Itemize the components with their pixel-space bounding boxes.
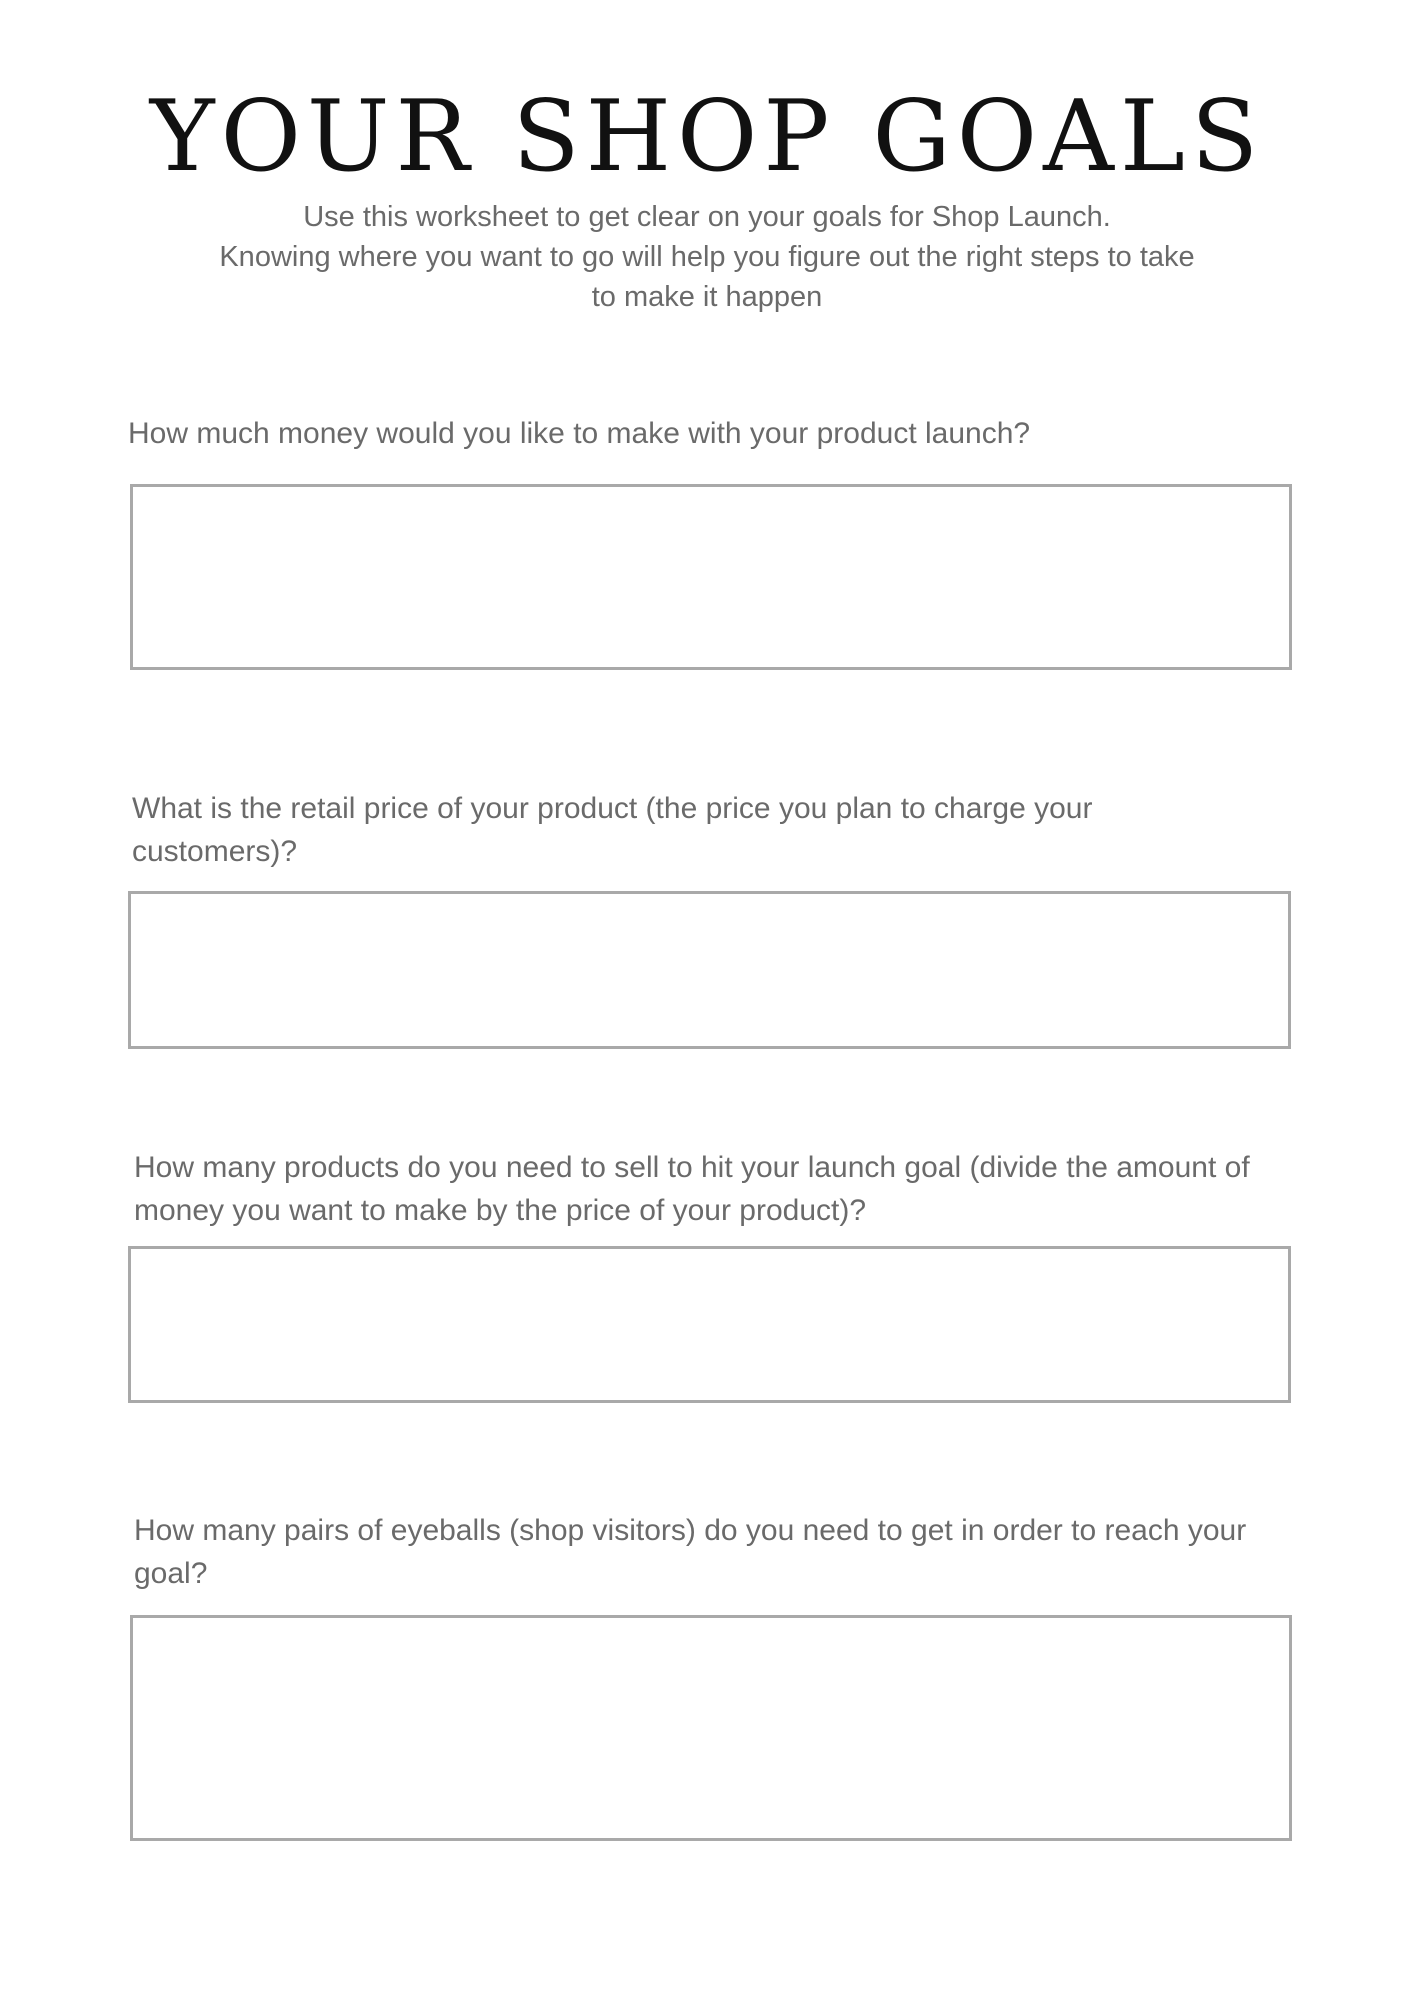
intro-line: Knowing where you want to go will help you figure out the right steps to take <box>219 241 1195 273</box>
intro-line: to make it happen <box>591 281 823 313</box>
question-shop-visitors: How many pairs of eyeballs (shop visitors) do you need to get in order to reach your goal? <box>134 1514 1247 1590</box>
answer-box-launch-revenue[interactable] <box>130 484 1292 670</box>
intro-text <box>190 197 1224 317</box>
question-launch-revenue: How much money would you like to make with your product launch? <box>128 417 1031 450</box>
intro-line: Use this worksheet to get clear on your goals for Shop Launch. <box>303 201 1111 233</box>
answer-box-retail-price[interactable] <box>128 891 1291 1049</box>
question-retail-price: What is the retail price of your product (the price you plan to charge your customers)? <box>132 792 1093 868</box>
page-title: YOUR SHOP GOALS <box>149 80 1265 194</box>
question-units-to-sell: How many products do you need to sell to hit your launch goal (divide the amount of money you want to make by the price of your product)? <box>134 1151 1250 1227</box>
answer-box-units-to-sell[interactable] <box>128 1246 1291 1403</box>
answer-box-shop-visitors[interactable] <box>130 1615 1292 1841</box>
